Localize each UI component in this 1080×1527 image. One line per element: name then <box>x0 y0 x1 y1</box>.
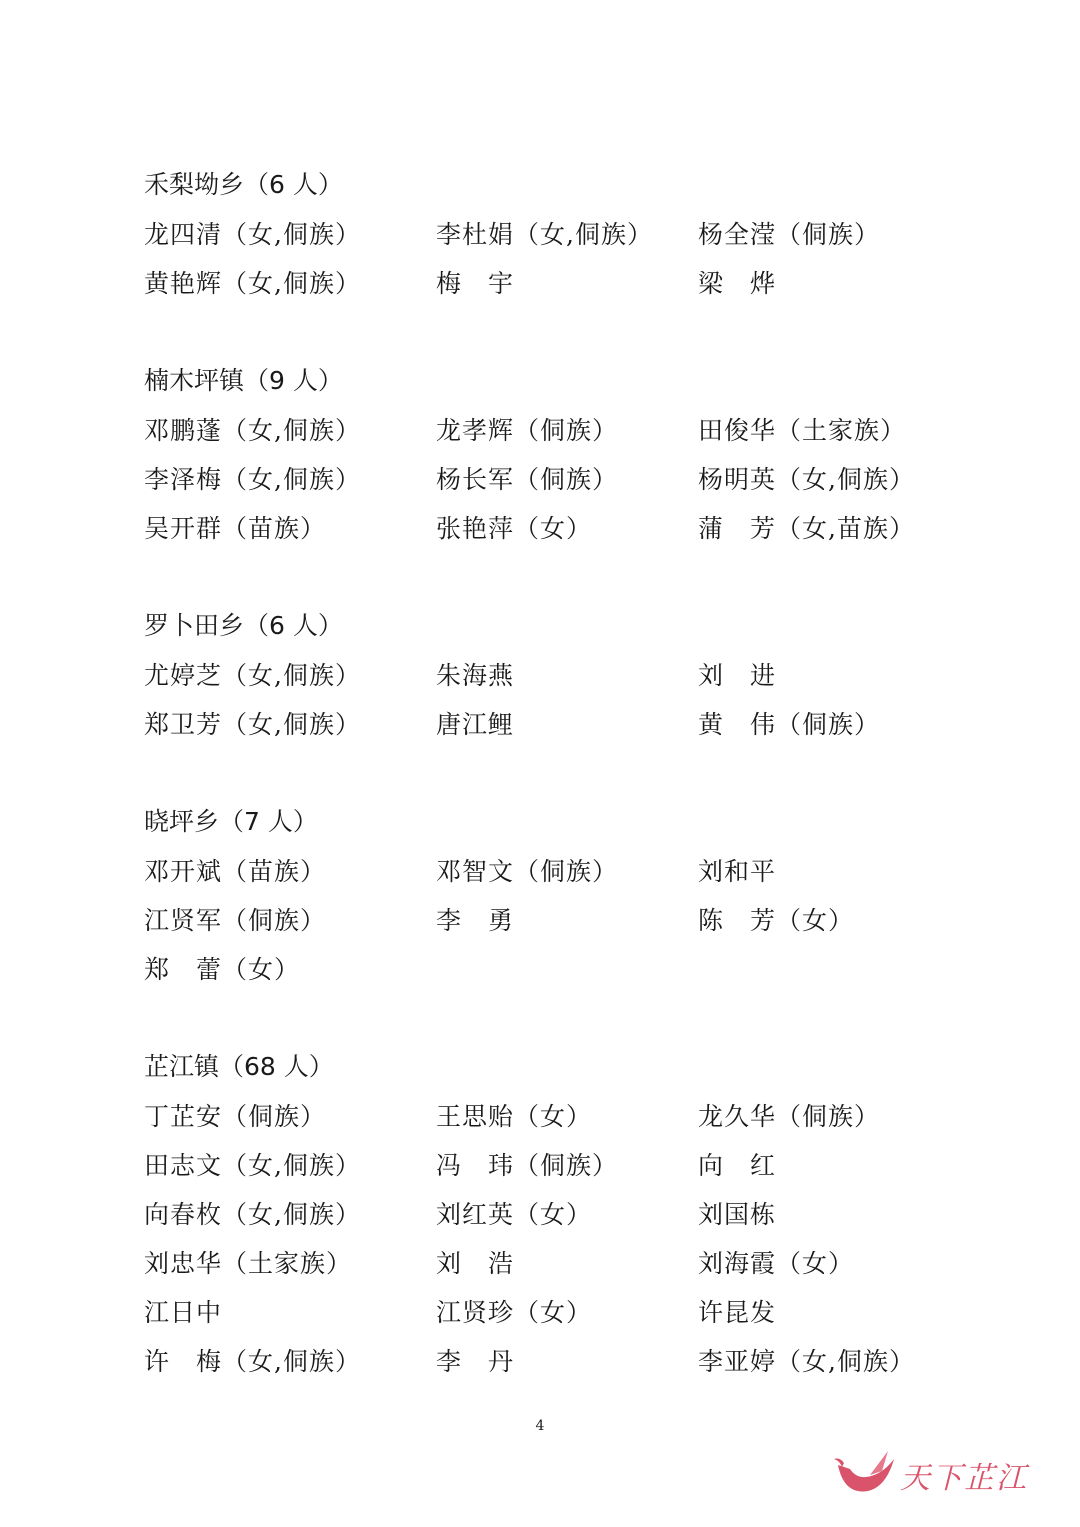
name-entry: 朱海燕 <box>436 661 515 690</box>
name-entry: 郑卫芳（女,侗族） <box>144 710 361 739</box>
name-entry: 刘海霞（女） <box>698 1249 855 1278</box>
section-title: 晓坪乡（7 人） <box>144 807 318 836</box>
name-entry: 尤婷芝（女,侗族） <box>144 661 361 690</box>
name-entry: 陈 芳（女） <box>698 906 855 935</box>
name-entry: 黄艳辉（女,侗族） <box>144 269 361 298</box>
name-entry: 郑 蕾（女） <box>144 955 301 984</box>
name-entry: 梅 宇 <box>436 269 515 298</box>
name-entry: 吴开群（苗族） <box>144 514 327 543</box>
name-entry: 刘 浩 <box>436 1249 515 1278</box>
name-entry: 向春枚（女,侗族） <box>144 1200 361 1229</box>
name-entry: 田俊华（土家族） <box>698 416 907 445</box>
name-entry: 李泽梅（女,侗族） <box>144 465 361 494</box>
name-grid <box>144 651 964 749</box>
name-entry: 黄 伟（侗族） <box>698 710 881 739</box>
name-entry: 李 丹 <box>436 1347 515 1376</box>
watermark-text: 天下芷江 <box>900 1461 1028 1496</box>
name-entry: 丁芷安（侗族） <box>144 1102 327 1131</box>
section-title: 罗卜田乡（6 人） <box>144 611 343 640</box>
name-entry: 王思贻（女） <box>436 1102 593 1131</box>
name-entry: 杨长军（侗族） <box>436 465 619 494</box>
page-number: 4 <box>535 1418 545 1434</box>
watermark-logo <box>830 1445 1040 1505</box>
section-nanmuping <box>144 356 964 553</box>
name-entry: 田志文（女,侗族） <box>144 1151 361 1180</box>
section-heliao <box>144 160 964 308</box>
name-entry: 李亚婷（女,侗族） <box>698 1347 915 1376</box>
section-zhijiang <box>144 1042 964 1386</box>
bird-logo-icon <box>830 1445 900 1505</box>
name-entry: 李 勇 <box>436 906 515 935</box>
name-grid <box>144 1092 964 1386</box>
name-entry: 李杜娟（女,侗族） <box>436 220 653 249</box>
section-title: 芷江镇（68 人） <box>144 1052 334 1081</box>
name-entry: 江贤军（侗族） <box>144 906 327 935</box>
name-list <box>144 160 964 1434</box>
name-entry: 张艳萍（女） <box>436 514 593 543</box>
name-entry: 龙久华（侗族） <box>698 1102 881 1131</box>
name-grid <box>144 847 964 994</box>
section-title: 禾梨坳乡（6 人） <box>144 170 343 199</box>
name-entry: 邓开斌（苗族） <box>144 857 327 886</box>
name-entry: 邓鹏蓬（女,侗族） <box>144 416 361 445</box>
name-entry: 向 红 <box>698 1151 777 1180</box>
name-entry: 刘和平 <box>698 857 777 886</box>
name-entry: 冯 玮（侗族） <box>436 1151 619 1180</box>
name-entry: 杨全滢（侗族） <box>698 220 881 249</box>
section-title: 楠木坪镇（9 人） <box>144 366 343 395</box>
name-entry: 刘忠华（土家族） <box>144 1249 353 1278</box>
name-entry: 杨明英（女,侗族） <box>698 465 915 494</box>
name-entry: 龙四清（女,侗族） <box>144 220 361 249</box>
name-entry: 龙孝辉（侗族） <box>436 416 619 445</box>
name-grid <box>144 406 964 553</box>
section-xiaoping <box>144 797 964 994</box>
name-entry: 江日中 <box>144 1298 223 1327</box>
name-entry: 江贤珍（女） <box>436 1298 593 1327</box>
name-entry: 刘红英（女） <box>436 1200 593 1229</box>
name-entry: 梁 烨 <box>698 269 777 298</box>
name-grid <box>144 210 964 308</box>
name-entry: 刘 进 <box>698 661 777 690</box>
name-entry: 唐江鲤 <box>436 710 515 739</box>
name-entry: 许 梅（女,侗族） <box>144 1347 361 1376</box>
name-entry: 邓智文（侗族） <box>436 857 619 886</box>
section-luobutian <box>144 601 964 749</box>
name-entry: 刘国栋 <box>698 1200 777 1229</box>
name-entry: 许昆发 <box>698 1298 777 1327</box>
name-entry: 蒲 芳（女,苗族） <box>698 514 915 543</box>
